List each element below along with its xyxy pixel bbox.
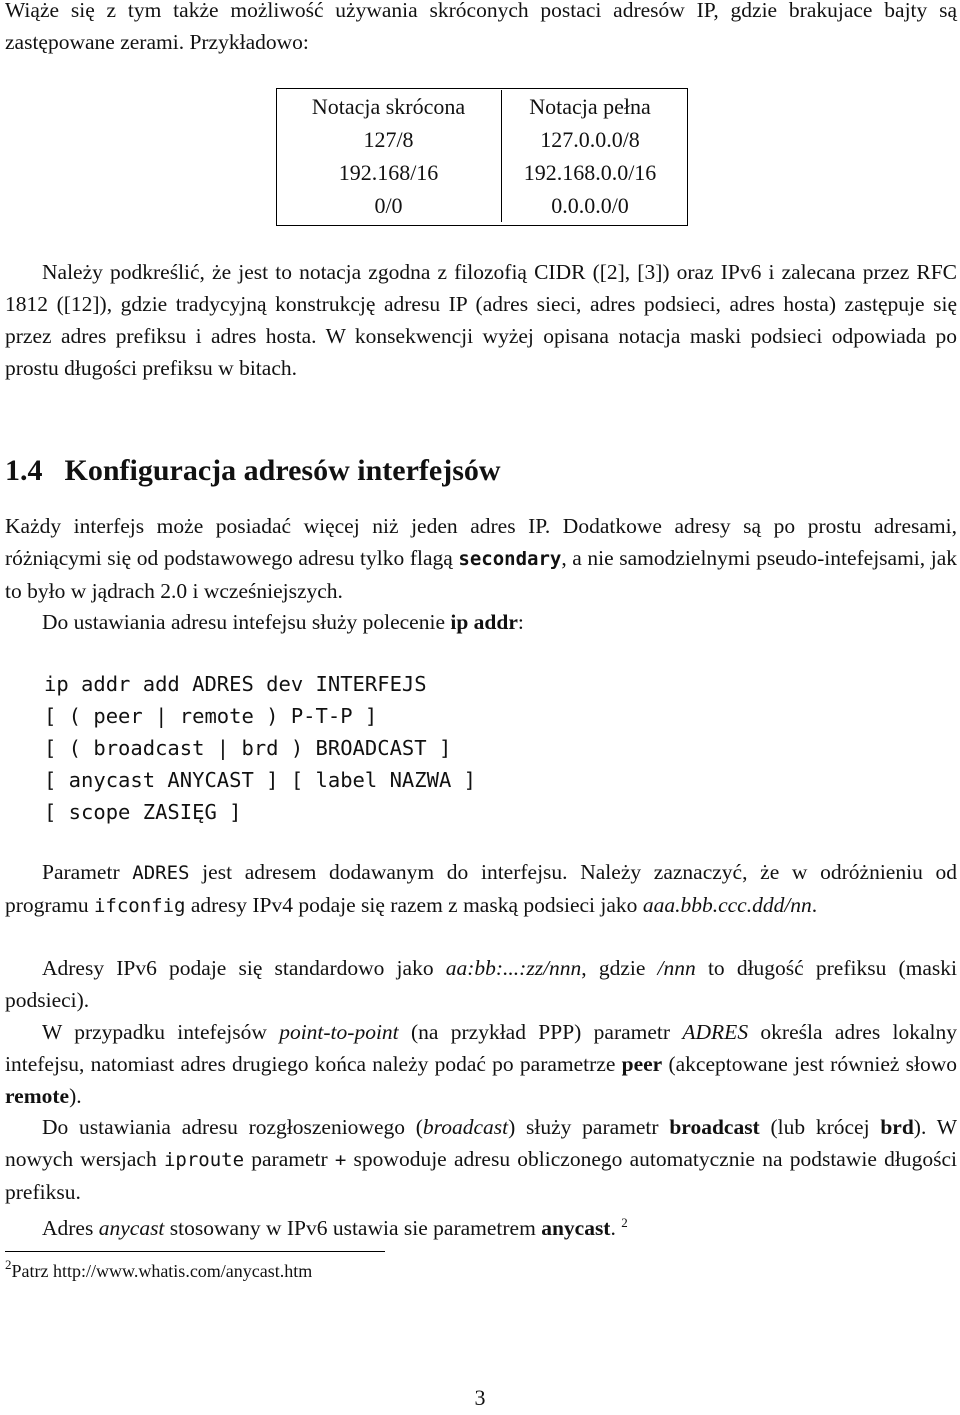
text-run: Parametr (42, 860, 133, 884)
adres-paragraph (5, 856, 957, 922)
text-run: parametr (244, 1147, 335, 1171)
table-cell: 0.0.0.0/0 (551, 193, 629, 218)
text-run: określa adres lokalny intefejsu, natomiast adres drugiego końca należy podać po parametrze (5, 1020, 957, 1076)
broadcast-paragraph (5, 1111, 957, 1208)
table-header-cell: Notacja pełna (529, 94, 651, 119)
section-title: Konfiguracja adresów interfejsów (64, 454, 501, 487)
text-run: Do ustawiania adresu intefejsu służy polecenie (42, 610, 451, 634)
keyword-ip-addr: ip addr (450, 610, 518, 634)
text-run: jest adresem dodawanym do interfejsu. Należy zaznaczyć, że w odróżnieniu od programu (5, 860, 957, 917)
italic-run: /nnn (657, 956, 696, 980)
keyword-remote: remote (5, 1084, 70, 1108)
keyword-peer: peer (621, 1052, 663, 1076)
table-cell: 0/0 (276, 189, 502, 222)
page-number: 3 (474, 1385, 486, 1410)
section-number: 1.4 (5, 454, 43, 487)
keyword-secondary: secondary (458, 548, 562, 570)
footnote-reference[interactable]: 2 (621, 1215, 628, 1230)
italic-run: aa:bb:...:zz/nnn (445, 956, 582, 980)
table-header-row (276, 90, 678, 123)
keyword-adres: ADRES (132, 862, 190, 884)
table-cell: 192.168.0.0/16 (523, 160, 657, 185)
cidr-paragraph: Należy podkreślić, że jest to notacja zgodna z filozofią CIDR ([2], [3]) oraz IPv6 i zalecana przez RFC 1812 ([12]), gdzie tradycyjną konstrukcję adresu IP (adres sieci, adres podsieci, adres hosta) zastępuje się przez adres prefiksu i adres hosta. W konsekwencji wyżej opisana notacja maski podsieci odpowiada po prostu długości prefiksu w bitach. (5, 260, 957, 380)
p2p-paragraph (5, 1016, 957, 1112)
text-run: Do ustawiania adresu rozgłoszeniowego ( (42, 1115, 423, 1139)
text-run: , a nie samodzielnymi pseudo-intefejsami, jak to było w jądrach 2.0 i wcześniejszych. (5, 546, 957, 603)
keyword-brd: brd (880, 1115, 914, 1139)
italic-run: anycast (98, 1216, 165, 1240)
text-run: W przypadku intefejsów (42, 1020, 280, 1044)
text-run: ). (69, 1084, 82, 1108)
table-cell: 127.0.0.0/8 (540, 127, 640, 152)
italic-run: aaa.bbb.ccc.ddd/nn (642, 893, 812, 917)
table-header-cell: Notacja skrócona (276, 90, 502, 123)
anycast-paragraph (5, 1207, 957, 1244)
keyword-anycast: anycast (541, 1216, 611, 1240)
command-paragraph (5, 606, 957, 638)
text-run: . (610, 1216, 622, 1240)
keyword-broadcast: broadcast (669, 1115, 760, 1139)
text-run: : (517, 610, 524, 634)
text-run: Adres (42, 1216, 99, 1240)
table-cell: 192.168/16 (276, 156, 502, 189)
italic-run: broadcast (422, 1115, 509, 1139)
footnote (5, 1257, 312, 1282)
text-run: ). W nowych wersjach (5, 1115, 957, 1171)
notation-table (276, 90, 678, 222)
text-run: adresy IPv4 podaje się razem z maską podsieci jako (185, 893, 643, 917)
text-run: to długość prefiksu (maski podsieci). (5, 956, 957, 1012)
keyword-plus: + (334, 1149, 347, 1171)
text-run: ) służy parametr (508, 1115, 670, 1139)
table-row (276, 189, 678, 222)
text-run: spowoduje adresu obliczonego automatycznie na podstawie długości prefiksu. (5, 1147, 957, 1204)
footnote-mark: 2 (5, 1257, 12, 1272)
text-run: (akceptowane jest również słowo (662, 1052, 958, 1076)
text-run: stosowany w IPv6 ustawia sie parametrem (164, 1216, 542, 1240)
ipv6-paragraph (5, 952, 957, 1016)
text-run: (lub krócej (759, 1115, 881, 1139)
text-run: Każdy interfejs może posiadać więcej niż jeden adres IP. Dodatkowe adresy są po prostu adresami, różniącymi się od podstawowego adresu tylko flagą (5, 514, 957, 570)
text-run: , gdzie (581, 956, 658, 980)
footnote-text[interactable]: Patrz http://www.whatis.com/anycast.htm (11, 1261, 313, 1281)
table-row (276, 156, 678, 189)
italic-run: point-to-point (279, 1020, 399, 1044)
text-run: . (811, 893, 818, 917)
interface-paragraph (5, 510, 957, 607)
table-cell: 127/8 (276, 123, 502, 156)
table-row (276, 123, 678, 156)
italic-run: ADRES (682, 1020, 749, 1044)
intro-paragraph: Wiąże się z tym także możliwość używania skróconych postaci adresów IP, gdzie brakujace bajty są zastępowane zerami. Przykładowo: (5, 0, 957, 54)
footnote-divider (5, 1251, 385, 1252)
keyword-ifconfig: ifconfig (93, 895, 186, 917)
section-heading (5, 454, 501, 488)
keyword-iproute: iproute (163, 1149, 245, 1171)
command-syntax-code: ip addr add ADRES dev INTERFEJS [ ( peer | remote ) P-T-P ] [ ( broadcast | brd ) BROADCAST ] [ anycast ANYCAST ] [ label NAZWA ] [ scope ZASIĘG ] (44, 672, 476, 824)
text-run: Adresy IPv6 podaje się standardowo jako (42, 956, 446, 980)
text-run: (na przykład PPP) parametr (398, 1020, 683, 1044)
